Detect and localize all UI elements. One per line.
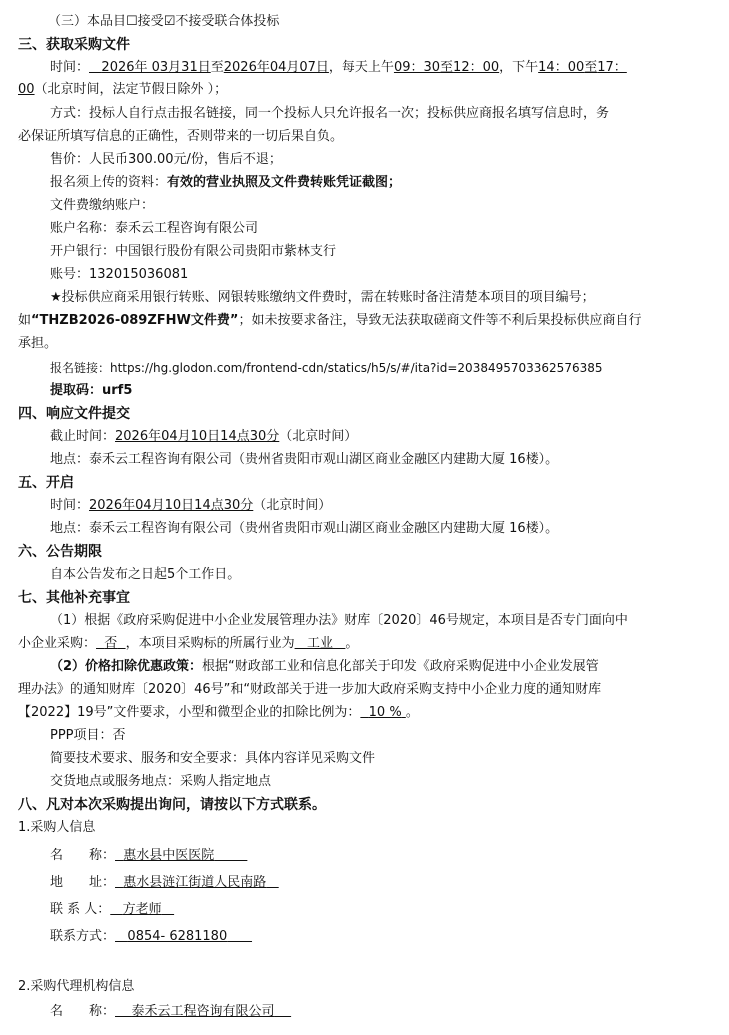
- purchaser-address: 地 址： 惠水县涟江街道人民南路: [50, 875, 267, 890]
- tech-line: 简要技术要求、服务和安全要求：具体内容详见采购文件: [50, 751, 376, 766]
- time-line-2: 00（北京时间，法定节假日除外 ）；: [18, 82, 228, 97]
- time-line: 时间： 2026年 03月31日至2026年04月07日，每天上午09：30至12：00，下午14：00至17：: [50, 60, 627, 75]
- discount-line-2: 理办法》的通知财库〔2020〕46号”和“财政部关于进一步加大政府采购支持中小企业力度的通知财库: [18, 682, 602, 697]
- checkbox-reject: ☑: [163, 14, 176, 29]
- purchaser-phone: 联系方式： 0854- 6281180: [50, 929, 228, 944]
- open-time-line: 时间：2026年04月10日14点30分（北京时间）: [50, 498, 332, 513]
- section3-heading: 三、获取采购文件: [18, 37, 130, 53]
- purchaser-name: 名 称： 惠水县中医医院: [50, 848, 215, 863]
- agency-head: 2.采购代理机构信息: [18, 979, 135, 994]
- sme-line-1: （1）根据《政府采购促进中小企业发展管理办法》财库〔2020〕46号规定，本项目是否专门面向中: [50, 613, 628, 628]
- account-name: 账户名称：泰禾云工程咨询有限公司: [50, 221, 259, 236]
- project-code: “THZB2026-089ZFHW文件费”: [31, 313, 239, 328]
- discount-line-1: （2）价格扣除优惠政策：根据“财政部工业和信息化部关于印发《政府采购促进中小企业发展管: [50, 659, 599, 674]
- purchaser-head: 1.采购人信息: [18, 820, 96, 835]
- extract-code: 提取码：urf5: [50, 383, 133, 398]
- note-line-2: 如“THZB2026-089ZFHW文件费”；如未按要求备注，导致无法获取磋商文件等不利后果投标供应商自行: [18, 313, 642, 328]
- section6-heading: 六、公告期限: [18, 544, 102, 560]
- purchaser-contact: 联 系 人： 方老师: [50, 902, 162, 917]
- note-line-1: ★投标供应商采用银行转账、网银转账缴纳文件费时，需在转账时备注清楚本项目的项目编号；: [50, 290, 595, 305]
- note-line-3: 承担。: [18, 336, 58, 351]
- price-line: 售价：人民币300.00元/份，售后不退；: [50, 152, 282, 167]
- deadline-line: 截止时间：2026年04月10日14点30分（北京时间）: [50, 429, 358, 444]
- time-start: 2026年 03月31日: [101, 60, 211, 75]
- open-place: 地点：泰禾云工程咨询有限公司（贵州省贵阳市观山湖区商业金融区内建勘大厦 16楼）。: [50, 521, 559, 536]
- notice-period: 自本公告发布之日起5个工作日。: [50, 567, 241, 582]
- delivery-line: 交货地点或服务地点：采购人指定地点: [50, 774, 272, 789]
- ppp-line: PPP项目：否: [50, 728, 126, 743]
- agency-name: 名 称： 泰禾云工程咨询有限公司: [50, 1004, 275, 1019]
- checkbox-accept: ☐: [126, 14, 138, 29]
- method-line-1: 方式：投标人自行点击报名链接，同一个投标人只允许报名一次；投标供应商报名填写信息时，务: [50, 106, 610, 121]
- method-line-2: 必保证所填写信息的正确性，否则带来的一切后果自负。: [18, 129, 344, 144]
- section8-heading: 八、凡对本次采购提出询问，请按以下方式联系。: [18, 797, 326, 813]
- discount-line-3: 【2022】19号”文件要求，小型和微型企业的扣除比例为： 10 % 。: [18, 705, 419, 720]
- section5-heading: 五、开启: [18, 475, 74, 491]
- account-head: 文件费缴纳账户：: [50, 198, 155, 213]
- submit-place: 地点：泰禾云工程咨询有限公司（贵州省贵阳市观山湖区商业金融区内建勘大厦 16楼）。: [50, 452, 559, 467]
- sme-line-2: 小企业采购： 否 ，本项目采购标的所属行业为 工业 。: [18, 636, 359, 651]
- time-end: 2026年04月07日: [223, 60, 329, 75]
- account-no: 账号：132015036081: [50, 267, 189, 282]
- section7-heading: 七、其他补充事宜: [18, 590, 130, 606]
- section4-heading: 四、响应文件提交: [18, 406, 130, 422]
- upload-line: 报名须上传的资料：有效的营业执照及文件费转账凭证截图；: [50, 175, 402, 190]
- signup-link[interactable]: 报名链接：https://hg.glodon.com/frontend-cdn/statics/h5/s/#/ita?id=2038495703362576385: [50, 361, 603, 375]
- bank-line: 开户银行：中国银行股份有限公司贵阳市紫林支行: [50, 244, 337, 259]
- consortium-line: （三）本品目☐接受☑不接受联合体投标: [48, 14, 280, 29]
